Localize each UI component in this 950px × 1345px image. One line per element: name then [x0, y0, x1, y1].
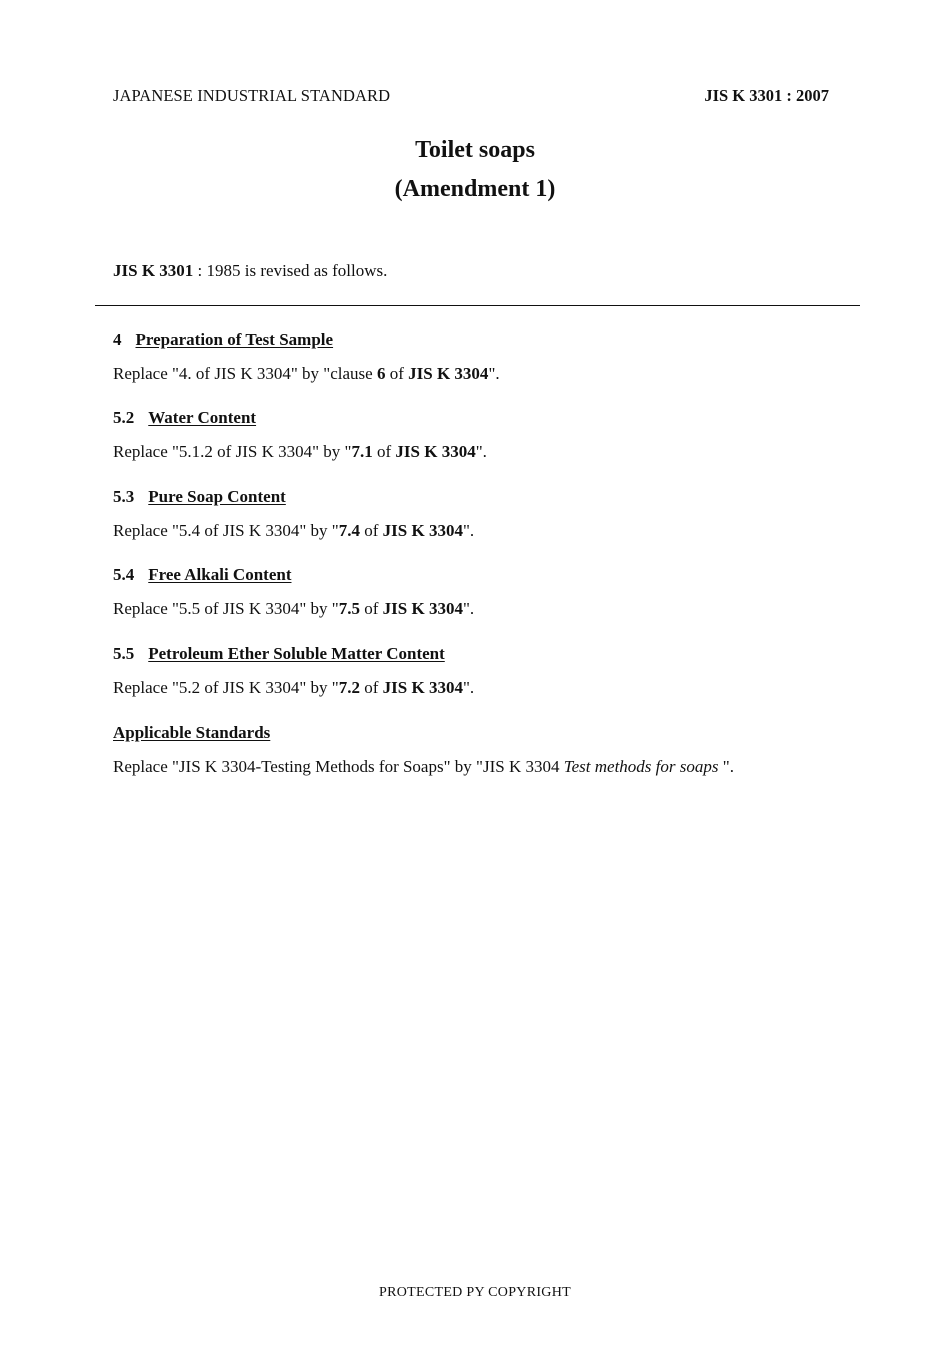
section-heading-4	[113, 330, 333, 350]
document-subtitle: (Amendment 1)	[394, 176, 556, 202]
standard-reference: JIS K 3304	[382, 521, 463, 540]
applicable-standards-heading	[113, 723, 270, 743]
standard-reference: JIS K 3304	[395, 442, 476, 461]
section-text-5-4	[113, 599, 474, 619]
section-heading-5-2	[113, 408, 256, 428]
text-segment: Replace "4. of JIS K 3304" by "clause	[113, 364, 377, 383]
intro-standard: JIS K 3301	[113, 261, 194, 280]
standard-reference: JIS K 3304	[408, 364, 489, 383]
clause-reference: 7.4	[338, 521, 360, 540]
document-title: Toilet soaps	[415, 137, 535, 163]
clause-reference: 7.2	[338, 678, 360, 697]
text-segment: Replace "5.2 of JIS K 3304" by "	[113, 678, 339, 697]
section-text-4	[113, 364, 500, 384]
section-number: 5.3	[113, 487, 135, 506]
text-segment: Replace "JIS K 3304-Testing Methods for Soaps" by "JIS K 3304	[113, 757, 564, 776]
section-title: Water Content	[148, 408, 257, 427]
text-segment: ".	[718, 757, 734, 776]
standard-reference: JIS K 3304	[382, 678, 463, 697]
header-standard-label: JAPANESE INDUSTRIAL STANDARD	[113, 86, 391, 105]
text-segment: of	[359, 599, 383, 618]
text-segment: of	[359, 678, 383, 697]
text-segment: Replace "5.4 of JIS K 3304" by "	[113, 521, 339, 540]
section-heading-5-5	[113, 644, 445, 664]
clause-reference: 6	[376, 364, 386, 383]
section-heading-5-4	[113, 565, 291, 585]
section-number: 5.2	[113, 408, 135, 427]
section-title: Petroleum Ether Soluble Matter Content	[148, 644, 445, 663]
section-text-5-3	[113, 521, 474, 541]
copyright-footer: PROTECTED PY COPYRIGHT	[379, 1285, 571, 1300]
text-segment: ".	[462, 678, 475, 697]
horizontal-rule	[95, 305, 860, 306]
text-segment: of	[359, 521, 383, 540]
text-segment: ".	[462, 599, 475, 618]
text-segment: Replace "5.1.2 of JIS K 3304" by "	[113, 442, 352, 461]
intro-text: : 1985 is revised as follows.	[193, 261, 388, 280]
section-title: Pure Soap Content	[148, 487, 286, 506]
section-number: 5.5	[113, 644, 135, 663]
text-segment: of	[385, 364, 409, 383]
text-segment: ".	[475, 442, 487, 461]
section-title: Free Alkali Content	[148, 565, 292, 584]
standard-title: Test methods for soaps	[563, 757, 719, 776]
section-number: 4	[113, 330, 122, 349]
text-segment: of	[372, 442, 396, 461]
applicable-standards-text	[113, 757, 734, 777]
text-segment: ".	[488, 364, 500, 383]
intro-statement	[113, 261, 387, 281]
section-text-5-2	[113, 442, 487, 462]
text-segment: ".	[462, 521, 475, 540]
section-title: Preparation of Test Sample	[135, 330, 334, 349]
standard-reference: JIS K 3304	[382, 599, 463, 618]
section-title: Applicable Standards	[113, 723, 271, 742]
clause-reference: 7.5	[338, 599, 360, 618]
header-standard-number: JIS K 3301 : 2007	[704, 86, 829, 105]
section-number: 5.4	[113, 565, 135, 584]
section-text-5-5	[113, 678, 474, 698]
text-segment: Replace "5.5 of JIS K 3304" by "	[113, 599, 339, 618]
clause-reference: 7.1	[351, 442, 373, 461]
section-heading-5-3	[113, 487, 286, 507]
